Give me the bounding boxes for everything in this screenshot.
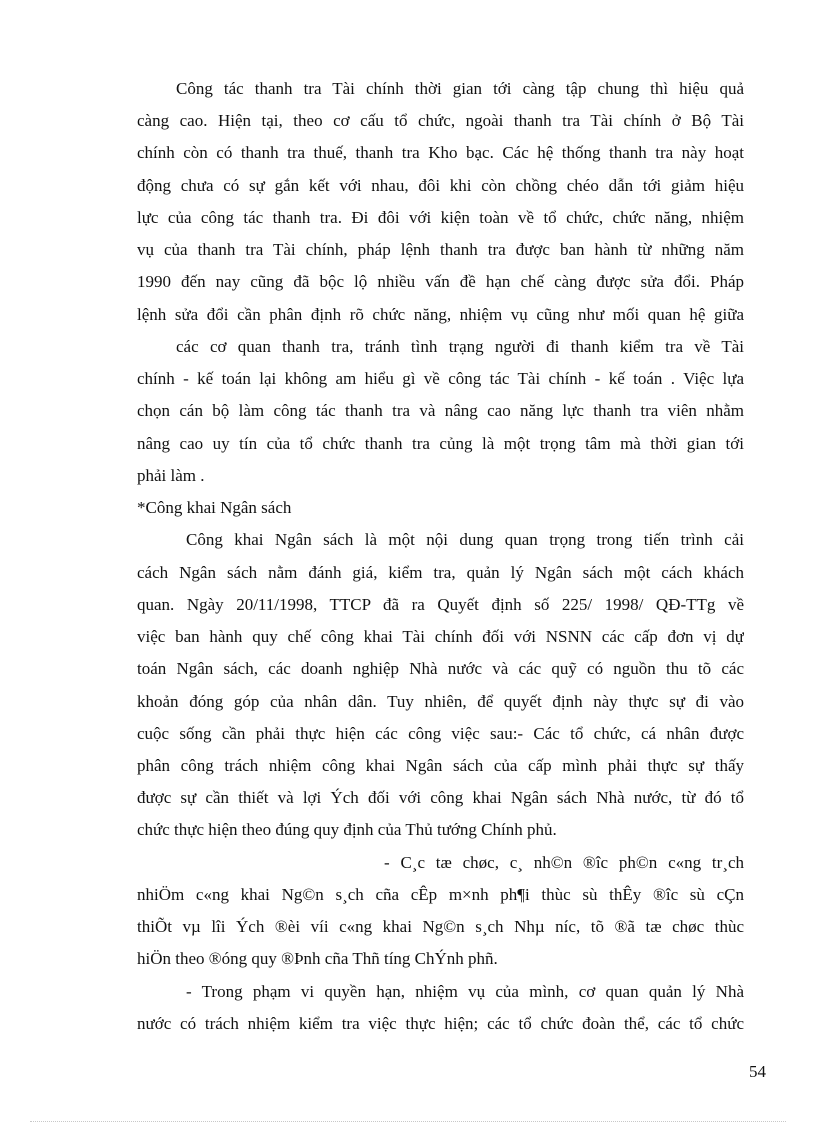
paragraph-line: - Trong phạm vi quyền hạn, nhiệm vụ của mình, cơ quan quản lý Nhà — [186, 982, 744, 1001]
paragraph-line: việc ban hành quy chế công khai Tài chính đối với NSNN các cấp đơn vị dự — [137, 627, 744, 646]
paragraph-line: chính - kế toán lại không am hiểu gì về công tác Tài chính - kế toán . Việc lựa — [137, 369, 744, 388]
paragraph-line: phân công trách nhiệm công khai Ngân sách của cấp mình phải thực sự thấy — [137, 756, 744, 775]
paragraph-line: Công khai Ngân sách là một nội dung quan trọng trong tiến trình cải — [186, 530, 744, 549]
paragraph-line: Công tác thanh tra Tài chính thời gian tới càng tập chung thì hiệu quả — [176, 79, 744, 98]
paragraph-line: cách Ngân sách nằm đánh giá, kiểm tra, quản lý Ngân sách một cách khách — [137, 563, 744, 582]
paragraph-line: vụ của thanh tra Tài chính, pháp lệnh thanh tra được ban hành từ những năm — [137, 240, 744, 259]
page-bottom-divider — [30, 1121, 786, 1122]
paragraph-line: chức thực hiện theo đúng quy định của Thủ tướng Chính phủ. — [137, 820, 557, 839]
paragraph-line: lực của công tác thanh tra. Đi đôi với kiện toàn về tổ chức, chức năng, nhiệm — [137, 208, 744, 227]
paragraph-line: cuộc sống cần phải thực hiện các công việc sau:- Các tổ chức, cá nhân được — [137, 724, 744, 743]
paragraph-line: chọn cán bộ làm công tác thanh tra và nâng cao năng lực thanh tra viên nhằm — [137, 401, 744, 420]
paragraph-line: động chưa có sự gắn kết với nhau, đôi khi còn chồng chéo dẫn tới giảm hiệu — [137, 176, 744, 195]
paragraph-line: chính còn có thanh tra thuế, thanh tra Kho bạc. Các hệ thống thanh tra này hoạt — [137, 143, 744, 162]
paragraph-line: nước có trách nhiệm kiểm tra việc thực hiện; các tổ chức đoàn thể, các tổ chức — [137, 1014, 744, 1033]
encoded-paragraph-line: nhiÖm c«ng khai Ng©n s¸ch cña cÊp m×nh ph¶i thùc sù thÊy ®îc sù cÇn — [137, 885, 744, 904]
paragraph-line: được sự cần thiết và lợi Ých đối với công khai Ngân sách Nhà nước, từ đó tổ — [137, 788, 744, 807]
paragraph-line: nâng cao uy tín của tổ chức thanh tra củng là một trọng tâm mà thời gian tới — [137, 434, 744, 453]
paragraph-line: các cơ quan thanh tra, tránh tình trạng người đi thanh kiểm tra về Tài — [176, 337, 744, 356]
encoded-paragraph-line: - C¸c tæ chøc, c¸ nh©n ®îc ph©n c«ng tr¸ch — [384, 853, 744, 872]
paragraph-line: toán Ngân sách, các doanh nghiệp Nhà nước và các quỹ có nguồn thu tõ các — [137, 659, 744, 678]
section-heading: *Công khai Ngân sách — [137, 498, 292, 517]
encoded-paragraph-line: thiÕt vµ lîi Ých ®èi víi c«ng khai Ng©n s¸ch Nhµ níc, tõ ®ã tæ chøc thùc — [137, 917, 744, 936]
page-number: 54 — [749, 1062, 766, 1081]
paragraph-line: lệnh sửa đổi cần phân định rõ chức năng, nhiệm vụ cũng như mối quan hệ giữa — [137, 305, 744, 324]
paragraph-line: quan. Ngày 20/11/1998, TTCP đã ra Quyết định số 225/ 1998/ QĐ-TTg về — [137, 595, 744, 614]
paragraph-line: càng cao. Hiện tại, theo cơ cấu tổ chức, ngoài thanh tra Tài chính ở Bộ Tài — [137, 111, 744, 130]
paragraph-line: phải làm . — [137, 466, 205, 485]
paragraph-line: khoản đóng góp của nhân dân. Tuy nhiên, để quyết định này thực sự đi vào — [137, 692, 744, 711]
paragraph-line: 1990 đến nay cũng đã bộc lộ nhiều vấn đề hạn chế càng được sửa đổi. Pháp — [137, 272, 744, 291]
encoded-paragraph-line: hiÖn theo ®óng quy ®Þnh cña Thñ tíng ChÝnh phñ. — [137, 949, 498, 968]
